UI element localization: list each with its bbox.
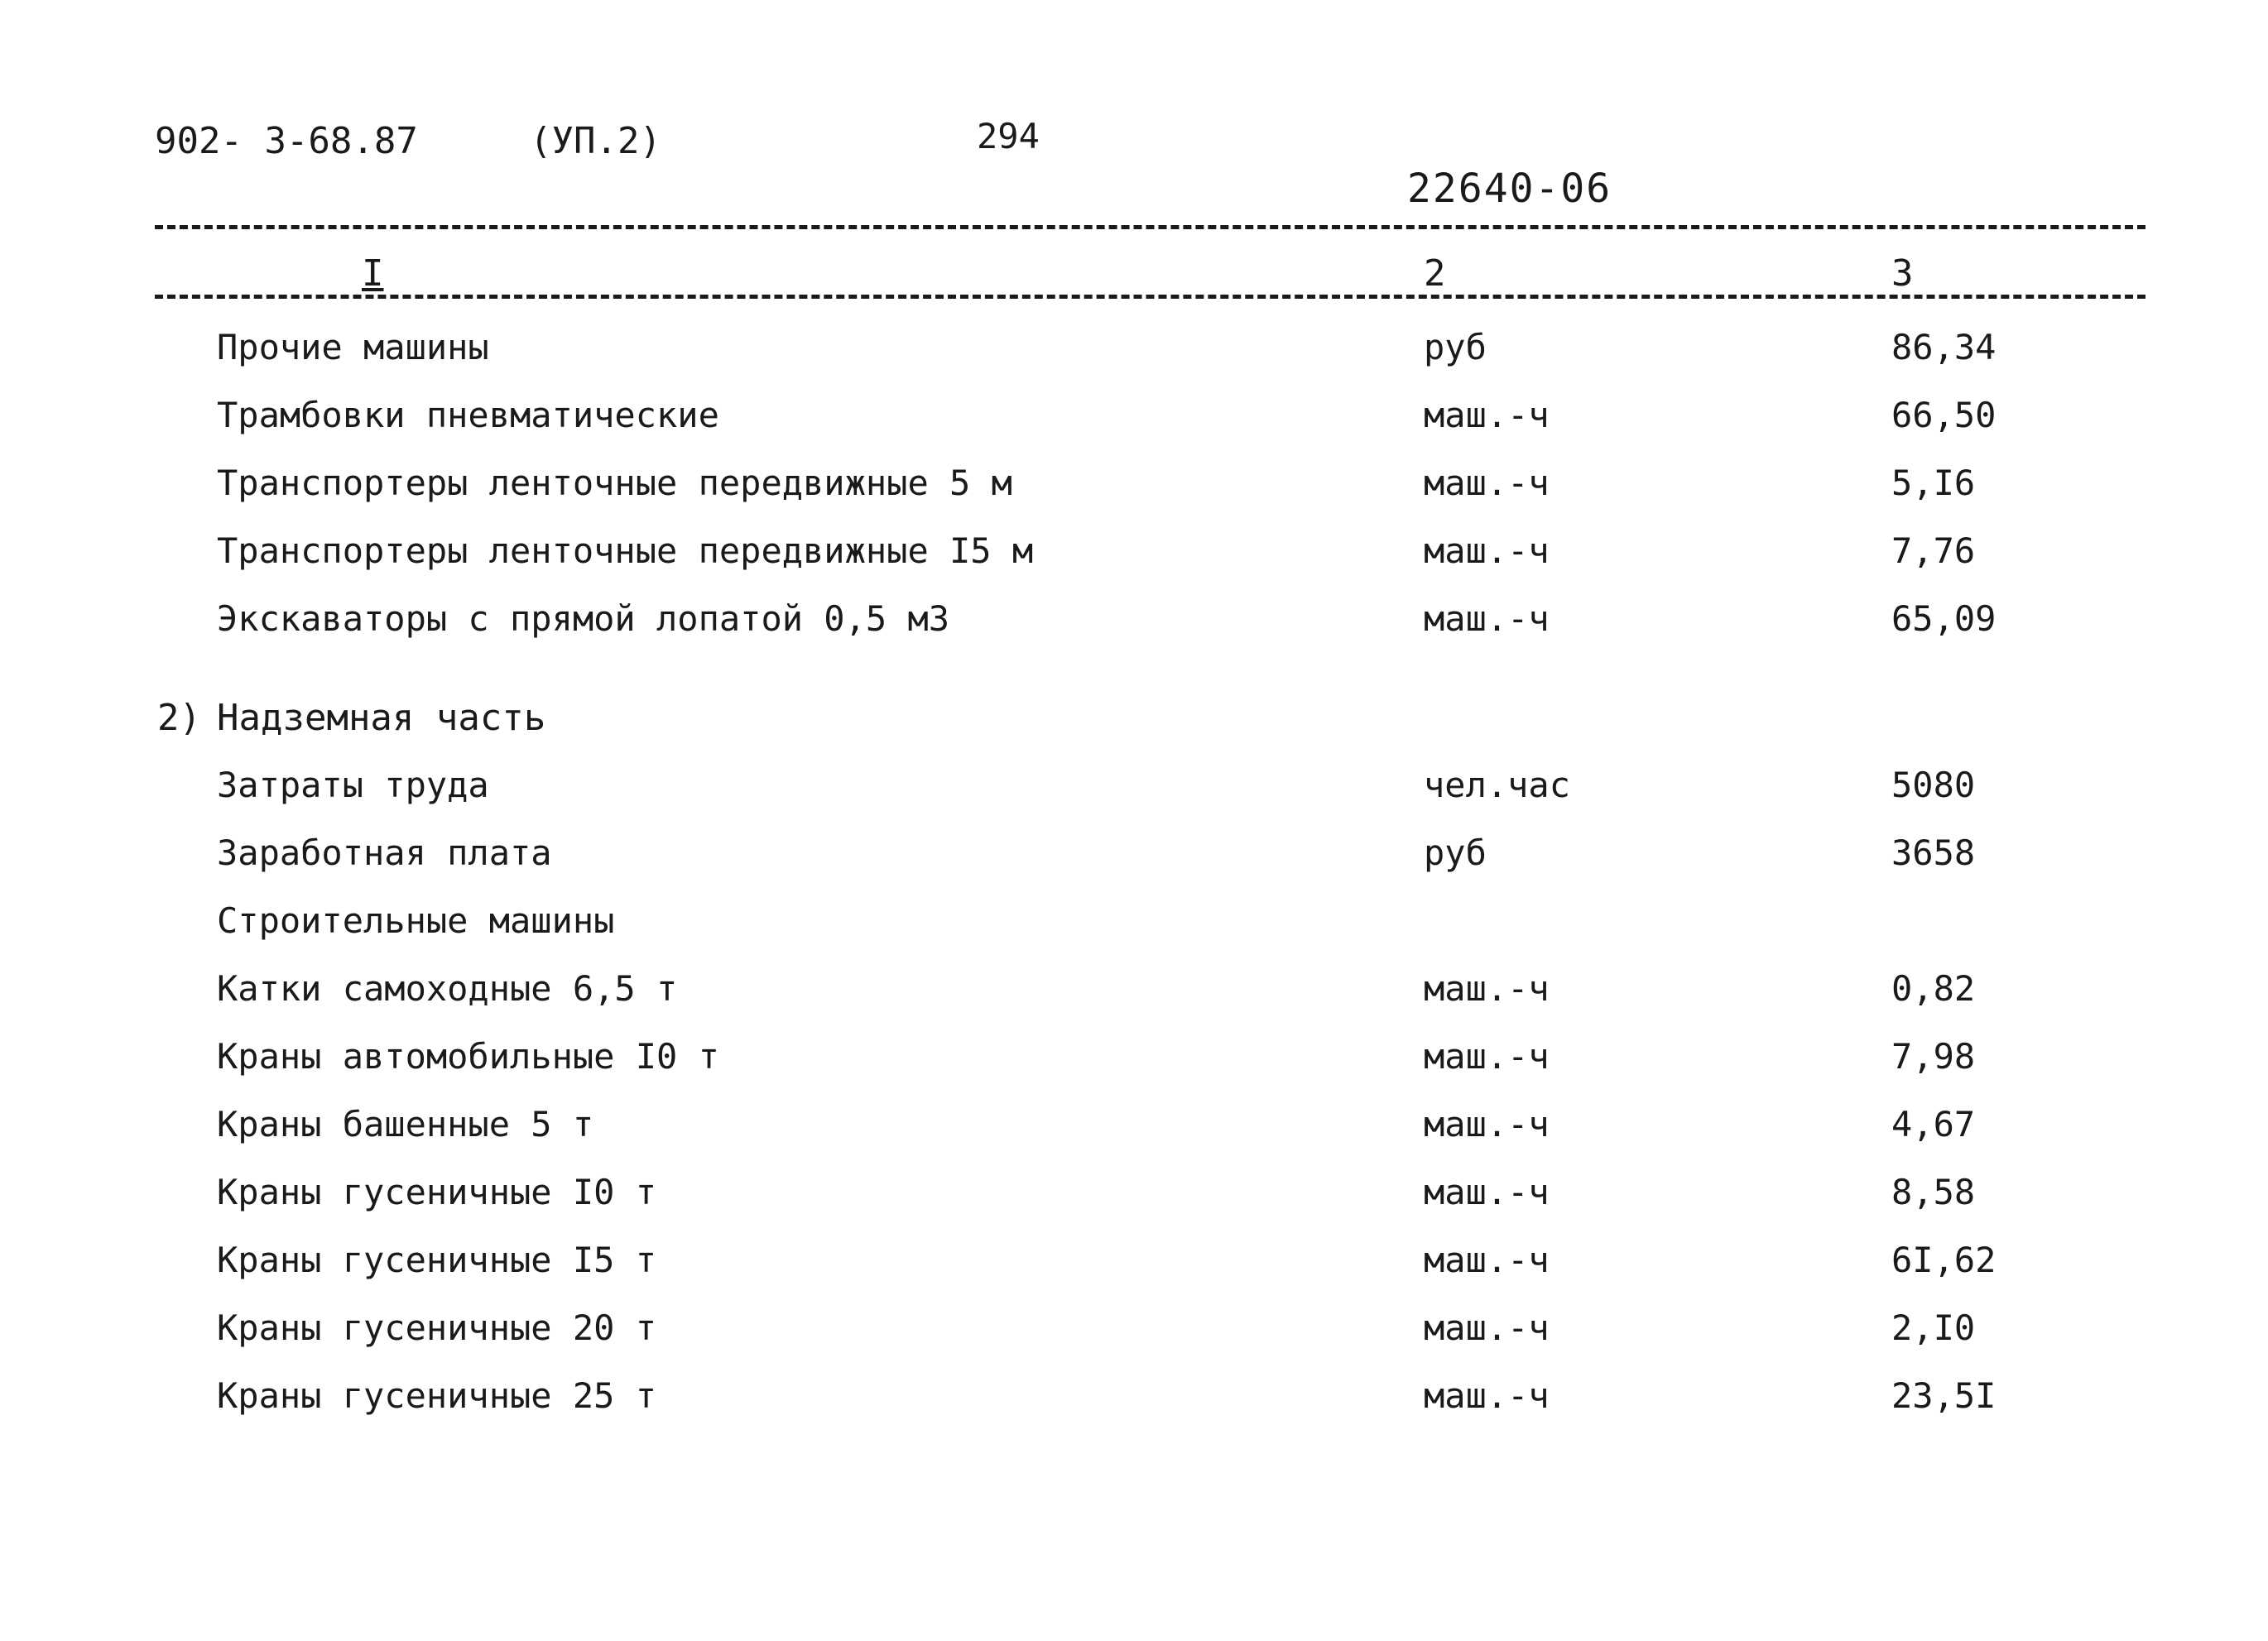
row-unit: руб (1424, 327, 1487, 367)
row-name: Транспортеры ленточные передвижные 5 м (217, 463, 1012, 503)
document-code: 902- 3-68.87 (155, 120, 418, 162)
row-value: 86,34 (1891, 327, 1997, 367)
row-name: Краны гусеничные 25 т (217, 1375, 657, 1416)
row-name: Краны автомобильные I0 т (217, 1036, 719, 1077)
row-unit: маш.-ч (1424, 1240, 1550, 1280)
row-value: 65,09 (1891, 598, 1997, 639)
page-number: 294 (977, 116, 1040, 156)
row-name: Прочие машины (217, 327, 489, 367)
inventory-number: 22640-06 (1407, 166, 1612, 212)
row-value: 5080 (1891, 765, 1976, 805)
row-name: Краны гусеничные 20 т (217, 1308, 657, 1348)
row-unit: маш.-ч (1424, 598, 1550, 639)
row-unit: маш.-ч (1424, 1375, 1550, 1416)
row-name: Краны гусеничные I5 т (217, 1240, 657, 1280)
column-number-2: 2 (1424, 252, 1446, 295)
row-value: 66,50 (1891, 395, 1997, 435)
row-unit: руб (1424, 832, 1487, 873)
row-unit: маш.-ч (1424, 530, 1550, 571)
row-value: 0,82 (1891, 968, 1976, 1009)
column-number-3: 3 (1891, 252, 1914, 295)
section-title: Надземная часть (217, 697, 546, 739)
row-name: Заработная плата (217, 832, 552, 873)
row-value: 3658 (1891, 832, 1976, 873)
album-reference: (УП.2) (530, 120, 661, 162)
table-top-rule (155, 225, 2145, 229)
row-value: 6I,62 (1891, 1240, 1997, 1280)
row-value: 8,58 (1891, 1172, 1976, 1212)
row-unit: маш.-ч (1424, 1308, 1550, 1348)
row-value: 7,76 (1891, 530, 1976, 571)
row-name: Экскаваторы с прямой лопатой 0,5 м3 (217, 598, 950, 639)
row-unit: чел.час (1424, 765, 1571, 805)
row-unit: маш.-ч (1424, 1172, 1550, 1212)
row-value: 2,I0 (1891, 1308, 1976, 1348)
row-name: Краны гусеничные I0 т (217, 1172, 657, 1212)
table-header-rule (155, 295, 2145, 299)
row-name: Транспортеры ленточные передвижные I5 м (217, 530, 1034, 571)
row-name: Краны башенные 5 т (217, 1104, 594, 1144)
row-unit: маш.-ч (1424, 463, 1550, 503)
row-name: Затраты труда (217, 765, 489, 805)
row-unit: маш.-ч (1424, 1036, 1550, 1077)
column-number-1: I (362, 252, 384, 295)
row-value: 23,5I (1891, 1375, 1997, 1416)
row-value: 7,98 (1891, 1036, 1976, 1077)
row-unit: маш.-ч (1424, 1104, 1550, 1144)
row-unit: маш.-ч (1424, 395, 1550, 435)
row-name: Катки самоходные 6,5 т (217, 968, 678, 1009)
row-value: 4,67 (1891, 1104, 1976, 1144)
row-name: Трамбовки пневматические (217, 395, 719, 435)
row-name: Строительные машины (217, 900, 615, 941)
row-value: 5,I6 (1891, 463, 1976, 503)
section-marker: 2) (157, 697, 201, 739)
row-unit: маш.-ч (1424, 968, 1550, 1009)
